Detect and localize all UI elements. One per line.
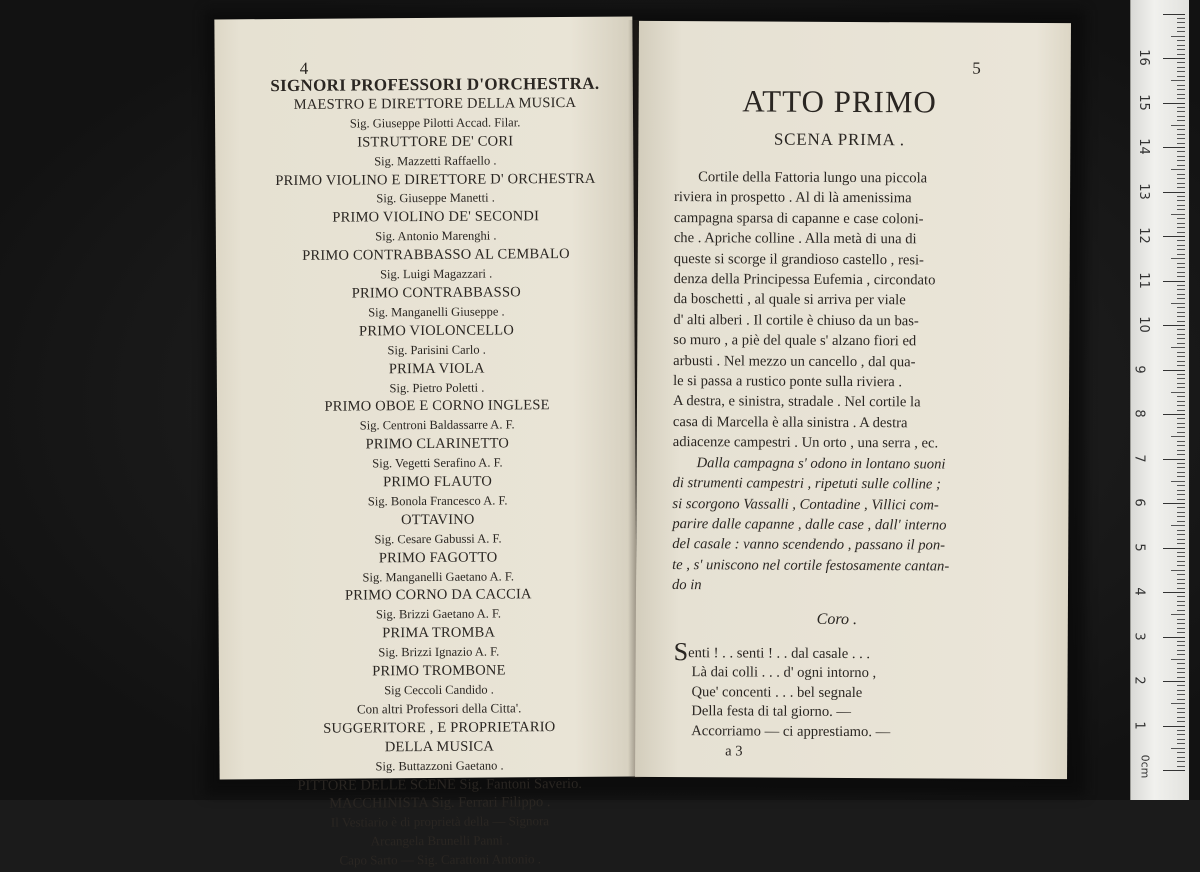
- orchestra-line-name: Sig. Brizzi Ignazio A. F.: [378, 644, 500, 660]
- ruler-tick: [1177, 405, 1185, 406]
- ruler-tick: [1171, 80, 1185, 81]
- orchestra-line-role: DELLA MUSICA: [384, 738, 495, 756]
- ruler-tick: [1177, 663, 1185, 664]
- ruler-tick: [1177, 200, 1185, 201]
- ruler-tick: [1177, 183, 1185, 184]
- orchestra-list: [265, 75, 611, 871]
- ruler-tick: [1163, 503, 1185, 504]
- ruler-tick: [1177, 298, 1185, 299]
- ruler-tick: [1177, 552, 1185, 553]
- ruler-tick: [1177, 574, 1185, 575]
- ruler-tick: [1163, 414, 1185, 415]
- ruler-tick: [1177, 450, 1185, 451]
- description-line: queste si scorge il grandioso castello , resi-: [673, 250, 924, 268]
- ruler-tick: [1171, 258, 1185, 259]
- ruler-tick: [1163, 726, 1185, 727]
- ruler-tick: [1177, 494, 1185, 495]
- ruler-tick: [1177, 218, 1185, 219]
- description-line: riviera in prospetto . Al di là amenissima: [674, 189, 912, 207]
- ruler-tick: [1177, 743, 1185, 744]
- orchestra-line-role: PRIMA TROMBA: [382, 624, 496, 642]
- ruler-tick: [1177, 71, 1185, 72]
- ruler-tick: [1177, 734, 1185, 735]
- ruler-tick: [1171, 392, 1185, 393]
- orchestra-line-role: OTTAVINO: [401, 511, 475, 529]
- description-line: campagna sparsa di capanne e case coloni-: [673, 209, 924, 228]
- scene-title: SCENA PRIMA .: [773, 129, 905, 150]
- ruler-tick: [1163, 14, 1185, 15]
- ruler-tick: [1177, 352, 1185, 353]
- ruler-tick: [1177, 588, 1185, 589]
- orchestra-line-role: PRIMO VIOLINO DE' SECONDI: [332, 208, 540, 226]
- ruler-tick: [1177, 276, 1185, 277]
- ruler-tick: [1177, 565, 1185, 566]
- description-line: si scorgono Vassalli , Contadine , Villici com-: [672, 495, 939, 513]
- ruler-tick: [1177, 690, 1185, 691]
- scene-description: [672, 167, 1004, 597]
- description-line: casa di Marcella è alla sinistra . A destra: [672, 413, 908, 432]
- ruler-tick: [1177, 27, 1185, 28]
- description-line: te , s' uniscono nel cortile festosamente cantan-: [672, 556, 950, 575]
- ruler-tick: [1177, 490, 1185, 491]
- ruler-tick: [1177, 699, 1185, 700]
- orchestra-line-name: Sig. Parisini Carlo .: [387, 342, 486, 357]
- ruler-tick: [1177, 54, 1185, 55]
- orchestra-line-name: Sig. Mazzetti Raffaello .: [374, 153, 497, 168]
- ruler-tick: [1177, 272, 1185, 273]
- ruler-tick: [1177, 374, 1185, 375]
- ruler-tick: [1177, 76, 1185, 77]
- ruler-tick: [1177, 312, 1185, 313]
- orchestra-line-role: PRIMO FLAUTO: [383, 473, 493, 491]
- ruler-tick: [1177, 134, 1185, 135]
- ruler-tick: [1177, 757, 1185, 758]
- ruler-tick: [1177, 116, 1185, 117]
- orchestra-line-name: Sig. Giuseppe Manetti .: [376, 190, 495, 206]
- ruler-tick: [1171, 436, 1185, 437]
- ruler-number: 6: [1131, 498, 1147, 507]
- ruler-tick: [1177, 316, 1185, 317]
- ruler-tick: [1177, 18, 1185, 19]
- ruler-tick: [1177, 361, 1185, 362]
- ruler-tick: [1163, 103, 1185, 104]
- orchestra-line-name: Sig. Brizzi Gaetano A. F.: [375, 606, 502, 622]
- verse-line-rest: enti ! . . senti ! . . dal casale . . .: [688, 644, 871, 662]
- ruler-tick: [1177, 196, 1185, 197]
- ruler-tick: [1177, 143, 1185, 144]
- ruler-tick: [1163, 370, 1185, 371]
- ruler-number: 13: [1135, 182, 1151, 200]
- ruler-tick: [1171, 614, 1185, 615]
- ruler-number: 1: [1131, 720, 1147, 730]
- ruler-tick: [1177, 111, 1185, 112]
- ruler-tick: [1177, 512, 1185, 513]
- orchestra-line-big: MACCHINISTA Sig. Ferrari Filippo .: [329, 794, 551, 813]
- orchestra-line-note: Il Vestiario è di proprietà della — Signora: [330, 813, 550, 831]
- ruler-tick: [1177, 579, 1185, 580]
- ruler-tick: [1177, 129, 1185, 130]
- ruler-tick: [1163, 592, 1185, 593]
- ruler-number: 8: [1131, 409, 1147, 418]
- ruler-tick: [1177, 556, 1185, 557]
- ruler-tick: [1177, 418, 1185, 419]
- orchestra-line-name: Sig. Centroni Baldassarre A. F.: [359, 417, 515, 433]
- orchestra-line-name: Sig. Vegetti Serafino A. F.: [372, 455, 503, 471]
- orchestra-line-head: SIGNORI PROFESSORI D'ORCHESTRA.: [270, 73, 600, 96]
- ruler-tick: [1177, 85, 1185, 86]
- description-line: le si passa a rustico ponte sulla riviera .: [673, 373, 903, 391]
- ruler-tick: [1177, 516, 1185, 517]
- ruler-tick: [1177, 677, 1185, 678]
- orchestra-line-name: Sig. Cesare Gabussi A. F.: [374, 531, 502, 547]
- orchestra-line-note: Capo Sarto — Sig. Carattoni Antonio .: [339, 851, 542, 868]
- ruler-tick: [1177, 62, 1185, 63]
- ruler-tick: [1177, 441, 1185, 442]
- ruler-tick: [1177, 307, 1185, 308]
- ruler-tick: [1177, 766, 1185, 767]
- ruler-tick: [1177, 343, 1185, 344]
- ruler-tick: [1177, 365, 1185, 366]
- orchestra-line-role: PRIMO VIOLINO E DIRETTORE D' ORCHESTRA: [275, 170, 596, 189]
- ruler-tick: [1171, 570, 1185, 571]
- ruler-number: 4: [1131, 587, 1147, 596]
- ruler-tick: [1177, 254, 1185, 255]
- description-line: adiacenze campestri . Un orto , una serra , ec.: [672, 434, 939, 452]
- orchestra-line-role: MAESTRO E DIRETTORE DELLA MUSICA: [293, 94, 577, 113]
- ruler-tick: [1177, 31, 1185, 32]
- verse-line: Là dai colli . . . d' ogni intorno ,: [691, 664, 877, 682]
- orchestra-line-name: Sig. Luigi Magazzari .: [380, 266, 493, 282]
- ruler-tick: [1163, 192, 1185, 193]
- ruler-tick: [1177, 209, 1185, 210]
- ruler-tick: [1163, 548, 1185, 549]
- orchestra-line-role: PRIMO TROMBONE: [372, 662, 506, 680]
- ruler-tick: [1177, 223, 1185, 224]
- ruler-tick: [1177, 232, 1185, 233]
- ruler-tick: [1177, 730, 1185, 731]
- ruler-tick: [1177, 289, 1185, 290]
- ruler-tick: [1177, 410, 1185, 411]
- ruler-tick: [1177, 476, 1185, 477]
- ruler-tick: [1177, 329, 1185, 330]
- ruler-tick: [1177, 605, 1185, 606]
- ruler-number: 7: [1131, 453, 1147, 463]
- ruler-tick: [1177, 187, 1185, 188]
- ruler-number: 12: [1135, 227, 1151, 244]
- ruler-tick: [1171, 169, 1185, 170]
- ruler-tick: [1177, 739, 1185, 740]
- orchestra-line-role: PRIMO CONTRABBASSO: [351, 284, 521, 302]
- ruler-tick: [1171, 347, 1185, 348]
- drop-cap: S: [673, 636, 689, 666]
- description-line: d' alti alberi . Il cortile è chiuso da un bas-: [673, 311, 919, 330]
- description-line: di strumenti campestri , ripetuti sulle colline ;: [672, 475, 941, 493]
- ruler-number: 11: [1135, 271, 1151, 289]
- orchestra-line-name: Sig. Bonola Francesco A. F.: [367, 493, 508, 509]
- ruler-tick: [1177, 717, 1185, 718]
- ruler-tick: [1177, 445, 1185, 446]
- ruler-tick: [1177, 401, 1185, 402]
- ruler-tick: [1177, 227, 1185, 228]
- ruler-tick: [1177, 472, 1185, 473]
- description-line: so muro , a piè del quale s' alzano fiori ed: [673, 332, 917, 350]
- ruler-tick: [1177, 623, 1185, 624]
- ruler-tick: [1177, 712, 1185, 713]
- orchestra-line-name: Sig. Pietro Poletti .: [389, 380, 485, 395]
- description-line: Dalla campagna s' odono in lontano suoni: [696, 454, 946, 473]
- ruler-tick: [1171, 214, 1185, 215]
- ruler-tick: [1177, 645, 1185, 646]
- ruler-tick: [1177, 561, 1185, 562]
- left-page: [214, 17, 637, 868]
- description-line: A destra, e sinistra, stradale . Nel cortile la: [672, 393, 921, 411]
- orchestra-line-name: Sig Ceccoli Candido .: [384, 682, 494, 698]
- ruler-tick: [1177, 267, 1185, 268]
- ruler-tick: [1177, 539, 1185, 540]
- ruler-tick: [1163, 637, 1185, 638]
- ruler-tick: [1177, 338, 1185, 339]
- chorus-verse: [671, 636, 1002, 763]
- ruler-tick: [1177, 601, 1185, 602]
- ruler-tick: [1177, 240, 1185, 241]
- ruler-tick: [1177, 454, 1185, 455]
- description-line: che . Apriche colline . Alla metà di una di: [673, 230, 917, 248]
- ruler-number: 10: [1135, 316, 1151, 333]
- ruler-tick: [1177, 22, 1185, 23]
- ruler-tick: [1171, 125, 1185, 126]
- ruler-number: 15: [1135, 93, 1151, 111]
- ruler-tick: [1177, 396, 1185, 397]
- ruler-tick: [1177, 427, 1185, 428]
- orchestra-line-role: ISTRUTTORE DE' CORI: [357, 133, 514, 151]
- verse-line: Accorriamo — ci apprestiamo. —: [691, 723, 891, 741]
- ruler-tick: [1177, 432, 1185, 433]
- orchestra-line-note: Arcangela Brunelli Panni .: [370, 832, 510, 849]
- ruler-tick: [1177, 530, 1185, 531]
- ruler-tick: [1177, 387, 1185, 388]
- ruler-tick: [1171, 748, 1185, 749]
- ruler-tick: [1177, 165, 1185, 166]
- ruler-tick: [1177, 467, 1185, 468]
- ruler-tick: [1163, 236, 1185, 237]
- description-line: parire dalle capanne , dalle case , dall' interno: [672, 515, 947, 534]
- ruler-tick: [1177, 334, 1185, 335]
- ruler-tick: [1171, 481, 1185, 482]
- orchestra-line-name: Sig. Giuseppe Pilotti Accad. Filar.: [349, 115, 521, 131]
- ruler-tick: [1177, 507, 1185, 508]
- ruler-tick: [1177, 543, 1185, 544]
- orchestra-line-role: SUGGERITORE , E PROPRIETARIO: [323, 718, 556, 737]
- ruler-tick: [1177, 685, 1185, 686]
- ruler-tick: [1177, 67, 1185, 68]
- ruler-tick: [1177, 721, 1185, 722]
- orchestra-line-role: PRIMO CLARINETTO: [365, 435, 510, 453]
- orchestra-line-big: PITTORE DELLE SCENE Sig. Fantoni Saverio.: [297, 775, 583, 794]
- ruler-number: 9: [1131, 364, 1147, 374]
- description-line: denza della Principessa Eufemia , circondato: [673, 271, 936, 289]
- orchestra-line-role: PRIMO FAGOTTO: [378, 549, 498, 566]
- left-page-number: 4: [299, 58, 309, 78]
- orchestra-line-role: PRIMO CORNO DA CACCIA: [344, 586, 532, 605]
- ruler-tick: [1177, 45, 1185, 46]
- description-line: Cortile della Fattoria lungo una piccola: [698, 169, 928, 187]
- ruler-number: 16: [1135, 49, 1151, 66]
- ruler-tick: [1177, 245, 1185, 246]
- ruler-tick: [1177, 120, 1185, 121]
- act-text: [671, 83, 1005, 763]
- ruler-tick: [1177, 263, 1185, 264]
- orchestra-line-name: Sig. Buttazzoni Gaetano .: [375, 758, 504, 773]
- ruler-tick: [1163, 770, 1185, 771]
- orchestra-line-name: Sig. Manganelli Gaetano A. F.: [362, 568, 514, 585]
- ruler-tick: [1177, 107, 1185, 108]
- verse-line: Que' concenti . . . bel segnale: [691, 683, 863, 701]
- ruler-tick: [1177, 619, 1185, 620]
- verse-line: Della festa di tal giorno. —: [691, 703, 852, 721]
- ruler-tick: [1177, 160, 1185, 161]
- act-title: ATTO PRIMO: [742, 83, 937, 120]
- ruler-tick: [1177, 752, 1185, 753]
- right-page: [635, 21, 1071, 779]
- ruler-tick: [1177, 98, 1185, 99]
- ruler-tick: [1163, 147, 1185, 148]
- ruler-tick: [1163, 459, 1185, 460]
- ruler-tick: [1177, 151, 1185, 152]
- ruler-tick: [1177, 285, 1185, 286]
- ruler-tick: [1177, 650, 1185, 651]
- ruler-tick: [1177, 485, 1185, 486]
- ruler-tick: [1177, 521, 1185, 522]
- ruler-tick: [1177, 156, 1185, 157]
- ruler-tick: [1177, 534, 1185, 535]
- ruler-tick: [1177, 321, 1185, 322]
- ruler-number: 14: [1135, 138, 1151, 155]
- ruler-tick: [1177, 178, 1185, 179]
- orchestra-line-note: Con altri Professori della Citta'.: [356, 700, 522, 717]
- ruler-tick: [1177, 694, 1185, 695]
- orchestra-line-role: PRIMO CONTRABBASSO AL CEMBALO: [302, 246, 570, 265]
- ruler-tick: [1177, 94, 1185, 95]
- ruler-tick: [1177, 499, 1185, 500]
- ruler-unit: 0cm: [1138, 754, 1152, 779]
- ruler-tick: [1177, 249, 1185, 250]
- ruler-tick: [1177, 49, 1185, 50]
- ruler-tick: [1177, 708, 1185, 709]
- ruler-tick: [1171, 525, 1185, 526]
- ruler-tick: [1171, 659, 1185, 660]
- coro-label: Coro .: [816, 610, 858, 628]
- ruler-tick: [1177, 40, 1185, 41]
- ruler-tick: [1177, 383, 1185, 384]
- ruler-tick: [1177, 294, 1185, 295]
- ruler-tick: [1177, 654, 1185, 655]
- ruler-tick: [1163, 281, 1185, 282]
- orchestra-line-role: PRIMA VIOLA: [388, 360, 485, 377]
- description-line: da boschetti , al quale si arriva per viale: [673, 291, 906, 309]
- ruler-tick: [1177, 138, 1185, 139]
- ruler-tick: [1177, 641, 1185, 642]
- ruler-tick: [1171, 703, 1185, 704]
- verse-tag: a 3: [725, 742, 743, 759]
- ruler-tick: [1177, 610, 1185, 611]
- ruler-tick: [1163, 681, 1185, 682]
- ruler-tick: [1163, 325, 1185, 326]
- ruler-tick: [1177, 356, 1185, 357]
- ruler-tick: [1171, 36, 1185, 37]
- ruler-tick: [1177, 423, 1185, 424]
- ruler-tick: [1177, 668, 1185, 669]
- ruler-tick: [1177, 583, 1185, 584]
- orchestra-line-role: PRIMO VIOLONCELLO: [358, 322, 515, 340]
- ruler-tick: [1177, 205, 1185, 206]
- ruler-tick: [1177, 628, 1185, 629]
- orchestra-line-name: Sig. Antonio Marenghi .: [375, 228, 497, 244]
- ruler-tick: [1171, 303, 1185, 304]
- ruler-tick: [1177, 174, 1185, 175]
- ruler-number: 2: [1131, 676, 1147, 685]
- orchestra-line-name: Sig. Manganelli Giuseppe .: [368, 304, 505, 320]
- verse-line: [673, 636, 1002, 666]
- description-line: del casale : vanno scendendo , passano il pon-: [672, 536, 946, 554]
- ruler-tick: [1177, 596, 1185, 597]
- right-page-number: 5: [972, 58, 981, 78]
- ruler-number: 3: [1131, 631, 1147, 641]
- ruler-tick: [1177, 378, 1185, 379]
- ruler-tick: [1177, 761, 1185, 762]
- measuring-ruler: [1130, 0, 1189, 800]
- description-line: arbusti . Nel mezzo un cancello , dal qua-: [673, 352, 916, 370]
- ruler-tick: [1177, 89, 1185, 90]
- description-line: do in: [671, 577, 702, 594]
- ruler-number: 5: [1131, 542, 1147, 552]
- ruler-tick: [1177, 672, 1185, 673]
- ruler-tick: [1177, 463, 1185, 464]
- ruler-tick: [1177, 632, 1185, 633]
- ruler-tick: [1163, 58, 1185, 59]
- orchestra-line-role: PRIMO OBOE E CORNO INGLESE: [324, 397, 550, 416]
